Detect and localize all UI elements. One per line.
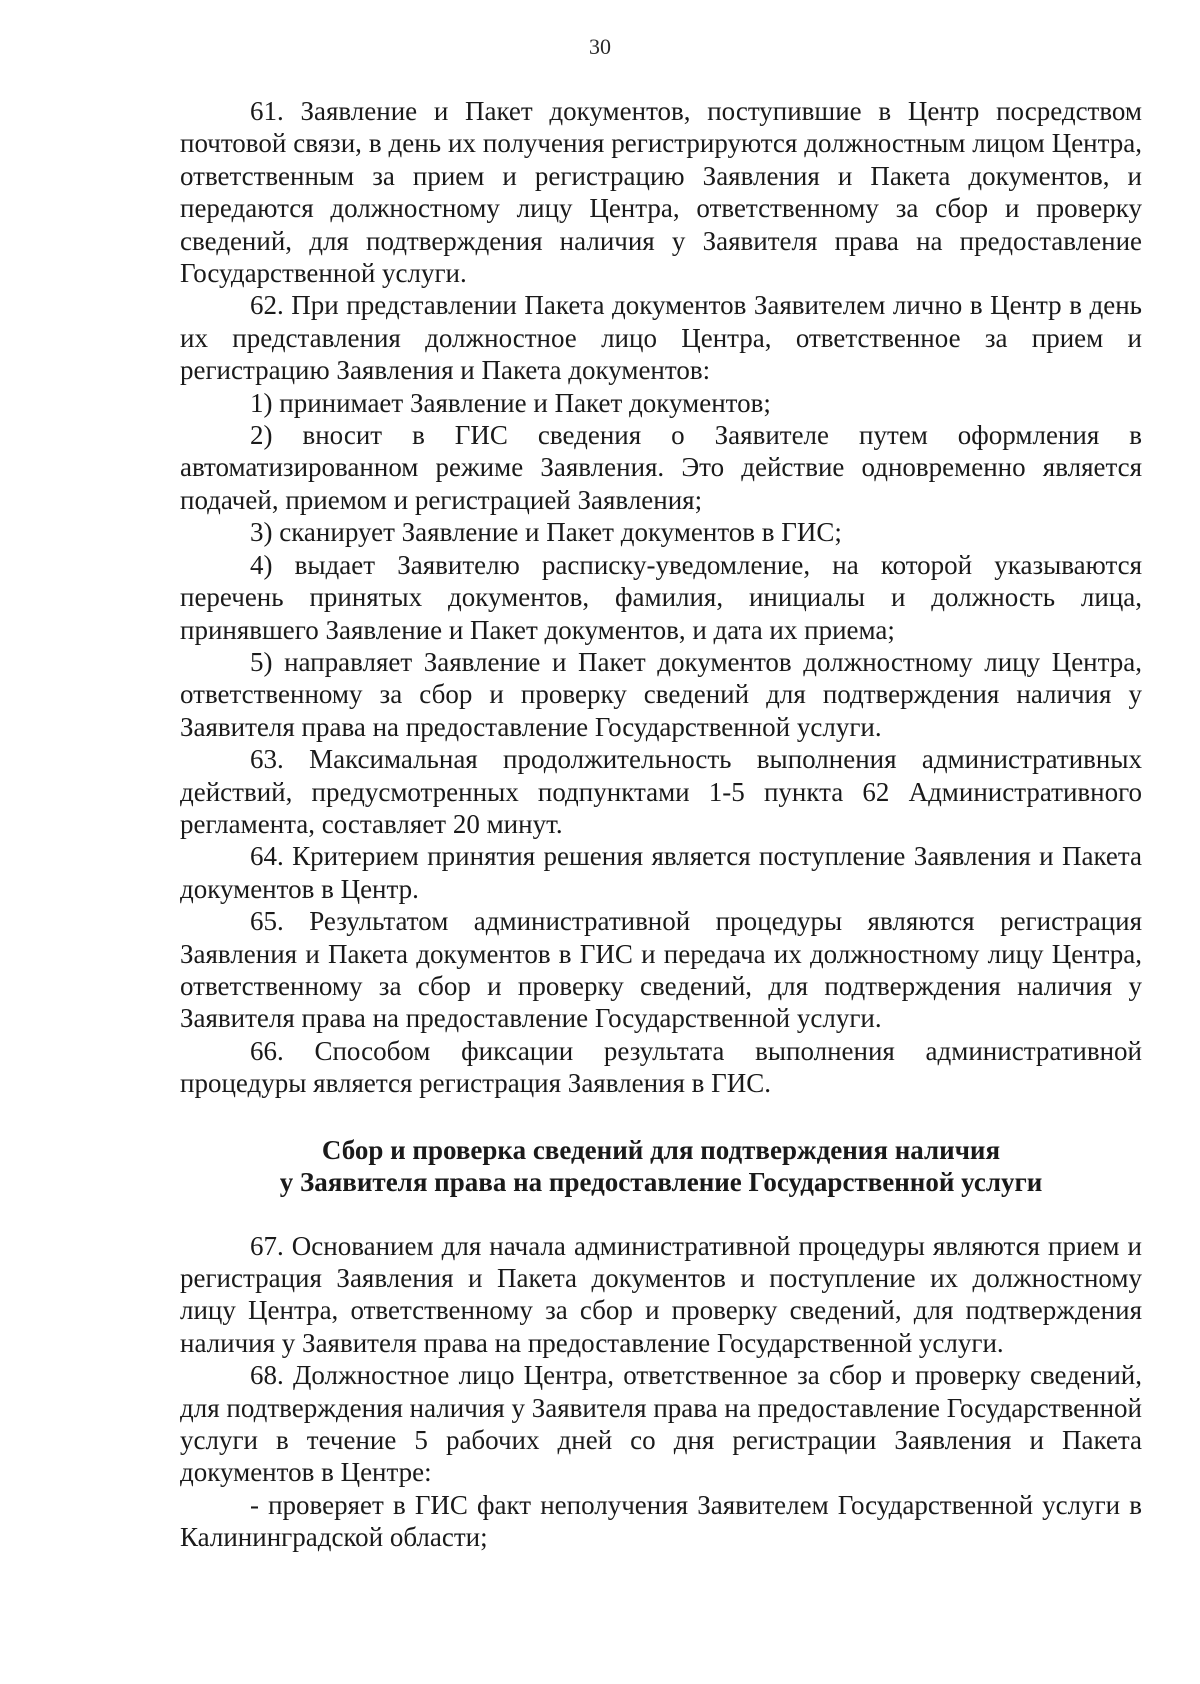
paragraph-66: 66. Способом фиксации результата выполнения административной процедуры является регистрация Заявления в ГИС. xyxy=(180,1035,1142,1099)
paragraph-63: 63. Максимальная продолжительность выполнения административных действий, предусмотренных подпунктами 1-5 пункта 62 Административного регламента, составляет 20 минут. xyxy=(180,744,1142,839)
document-body xyxy=(180,95,1142,1554)
list-item-68-dash: - проверяет в ГИС факт неполучения Заявителем Государственной услуги в Калининградской области; xyxy=(180,1489,1142,1553)
list-item-62-5: 5) направляет Заявление и Пакет документов должностному лицу Центра, ответственному за сбор и проверку сведений для подтверждения наличия у Заявителя права на предоставление Государственной услуги. xyxy=(180,646,1142,742)
list-item-62-4: 4) выдает Заявителю расписку-уведомление, на которой указываются перечень принятых документов, фамилия, инициалы и должность лица, принявшего Заявление и Пакет документов, и дата их приема; xyxy=(180,549,1142,645)
section-heading xyxy=(180,1134,1142,1198)
paragraph-65: 65. Результатом административной процедуры являются регистрация Заявления и Пакета документов в ГИС и передача их должностному лицу Центра, ответственному за сбор и проверку сведений, для подтверждения наличия у Заявителя права на предоставление Государственной услуги. xyxy=(180,906,1142,1034)
paragraph-61: 61. Заявление и Пакет документов, поступившие в Центр посредством почтовой связи, в день их получения регистрируются должностным лицом Центра, ответственным за прием и регистрацию Заявления и Пакета документов, и передаются должностному лицу Центра, ответственному за сбор и проверку сведений, для подтверждения наличия у Заявителя права на предоставление Государственной услуги. xyxy=(180,96,1142,289)
paragraph-64: 64. Критерием принятия решения является поступление Заявления и Пакета документов в Центр. xyxy=(180,841,1142,904)
list-item-62-3: 3) сканирует Заявление и Пакет документов в ГИС; xyxy=(250,517,842,548)
paragraph-68: 68. Должностное лицо Центра, ответственное за сбор и проверку сведений, для подтверждения наличия у Заявителя права на предоставление Государственной услуги в течение 5 рабочих дней со дня регистрации Заявления и Пакета документов в Центре: xyxy=(180,1360,1142,1488)
paragraph-67: 67. Основанием для начала административной процедуры являются прием и регистрация Заявления и Пакета документов и поступление их должностному лицу Центра, ответственному за сбор и проверку сведений, для подтверждения наличия у Заявителя права на предоставление Государственной услуги. xyxy=(180,1230,1142,1358)
paragraph-62: 62. При представлении Пакета документов Заявителем лично в Центр в день их представления должностное лицо Центра, ответственное за прием и регистрацию Заявления и Пакета документов: xyxy=(180,290,1142,386)
page-number: 30 xyxy=(589,34,611,59)
section-heading-line-2: у Заявителя права на предоставление Государственной услуги xyxy=(279,1166,1043,1197)
list-item-62-1: 1) принимает Заявление и Пакет документов; xyxy=(250,387,771,418)
section-heading-line-1: Сбор и проверка сведений для подтверждения наличия xyxy=(321,1134,1001,1165)
list-item-62-2: 2) вносит в ГИС сведения о Заявителе путем оформления в автоматизированном режиме Заявления. Это действие одновременно является подачей, приемом и регистрацией Заявления; xyxy=(180,420,1142,515)
